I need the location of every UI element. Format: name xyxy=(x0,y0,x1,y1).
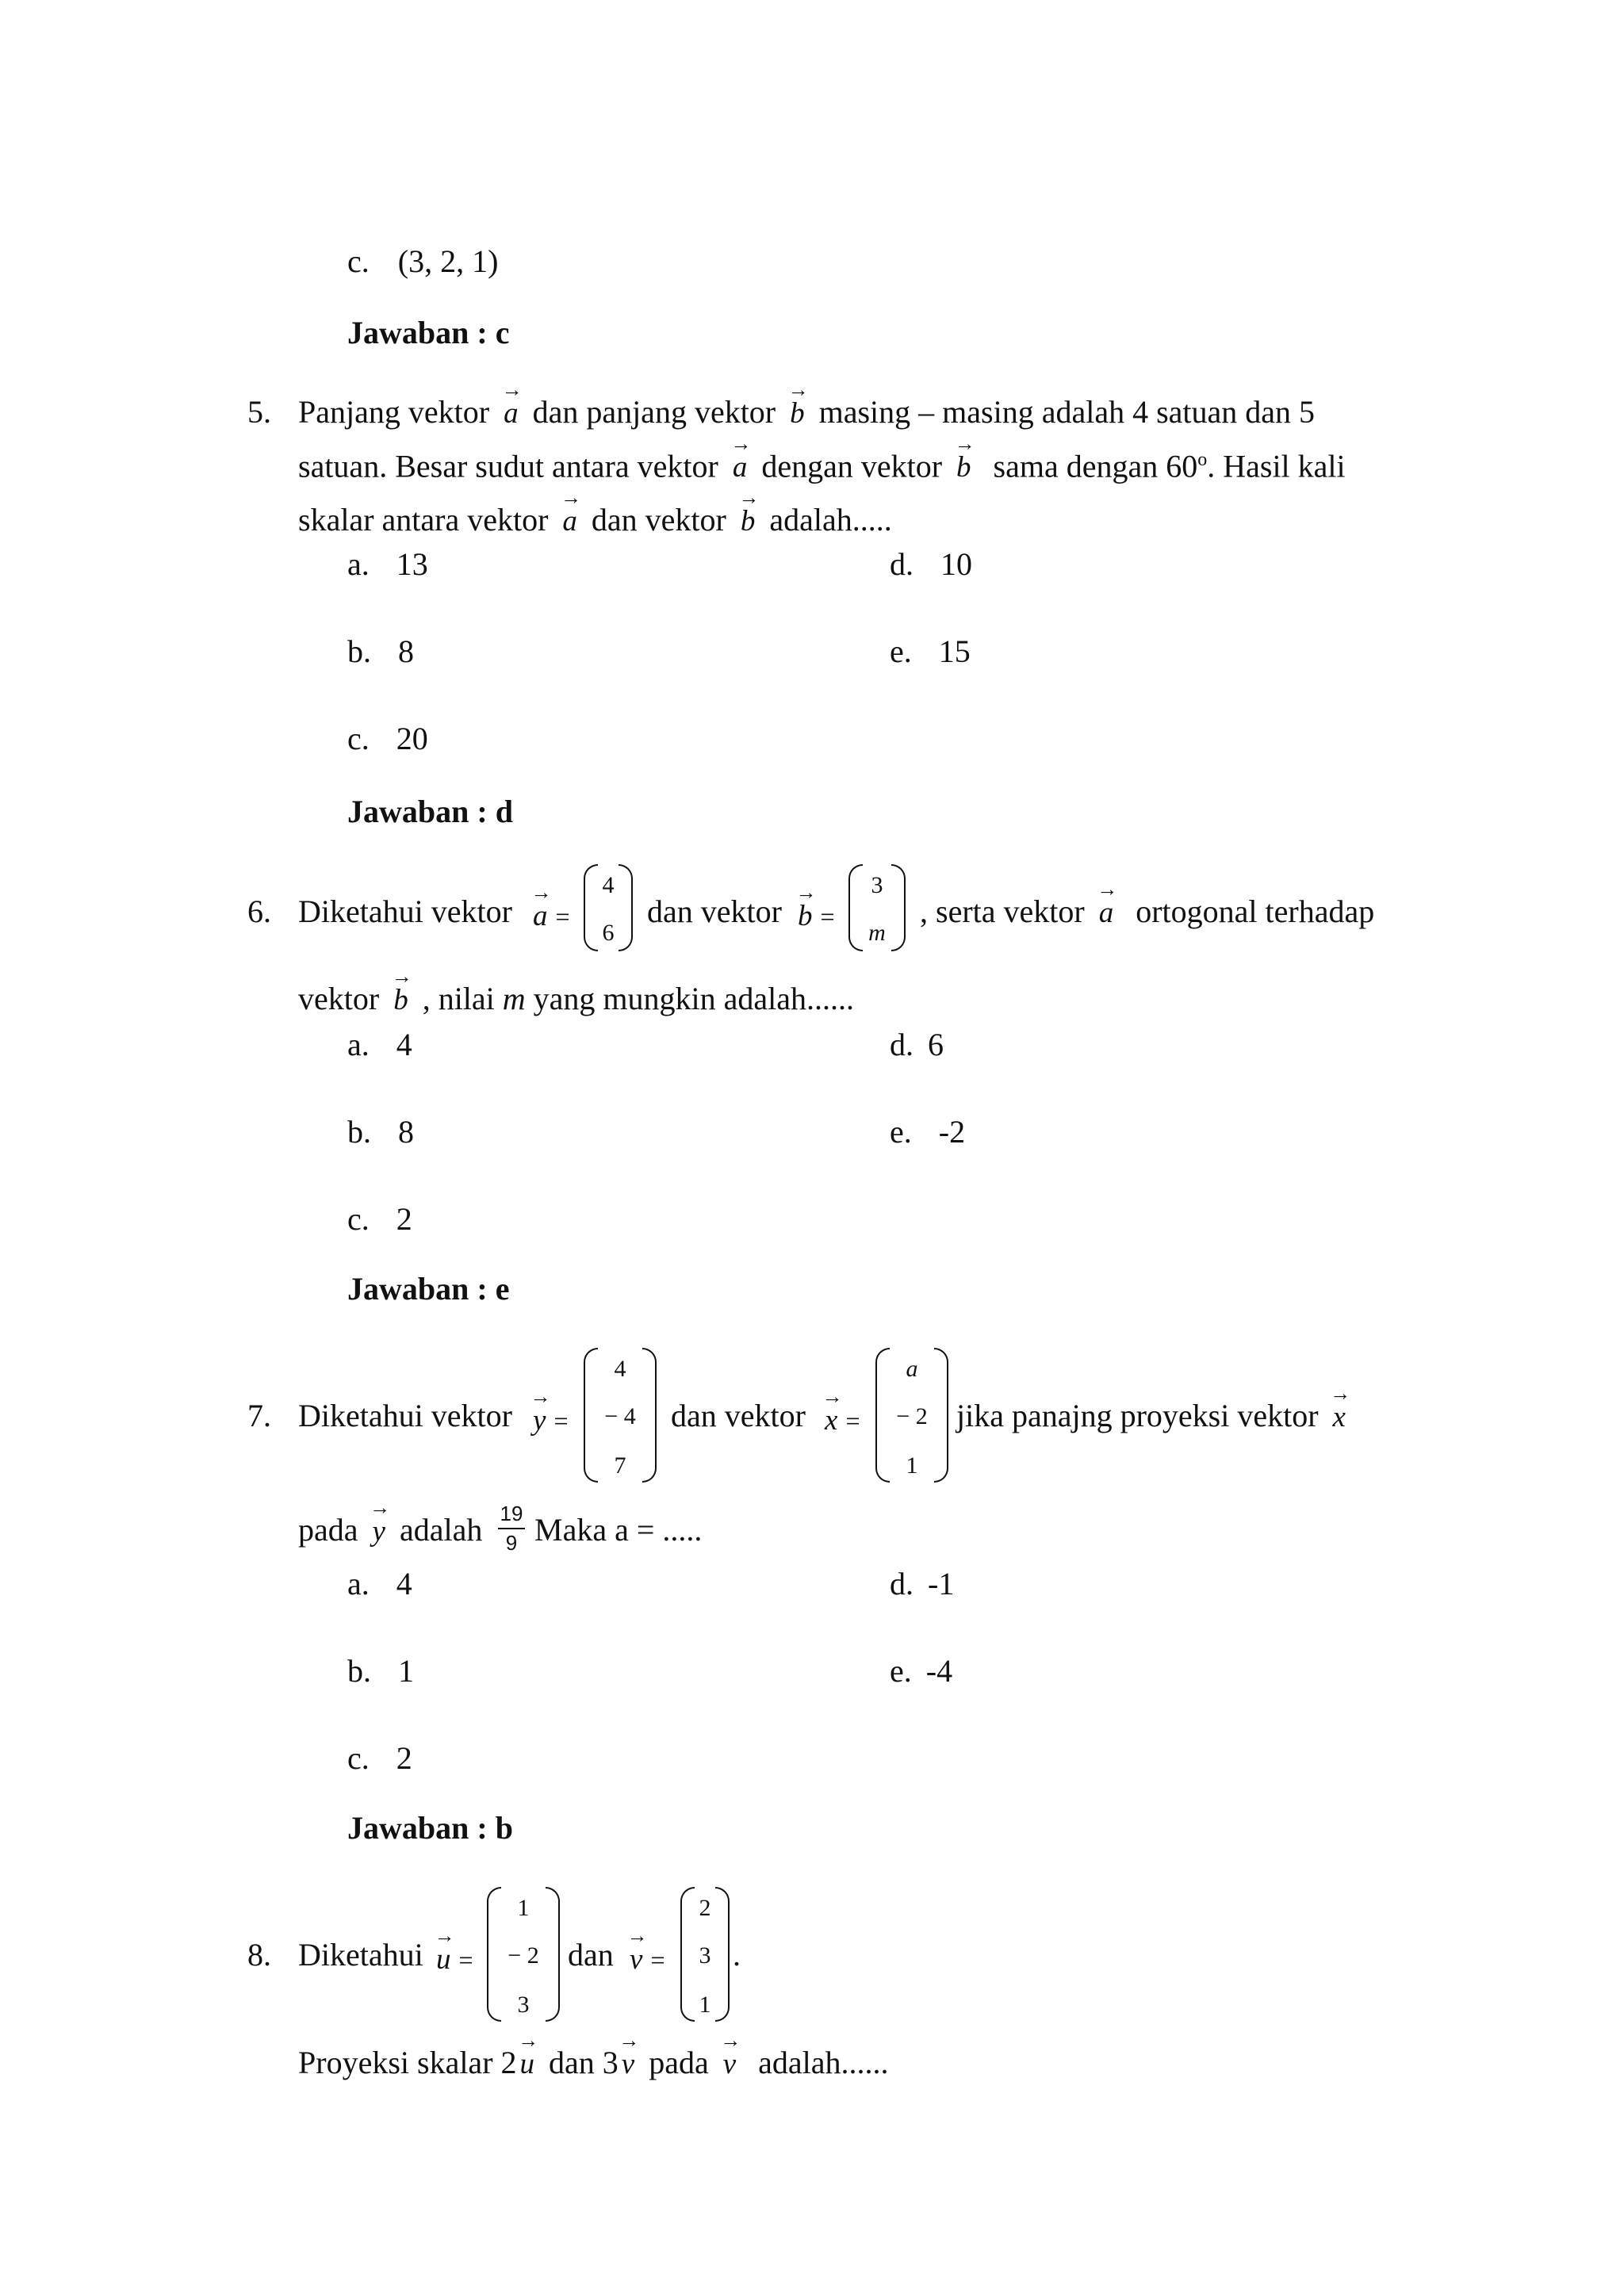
q8-line2: Proyeksi skalar 2→ u dan 3→ v pada → v adalah...... xyxy=(298,2047,889,2079)
q8-matrix-v: 2 3 1 xyxy=(680,1887,730,2022)
q5-line2: satuan. Besar sudut antara vektor → a dengan vektor → b sama dengan 60$^o$. Hasil kali xyxy=(298,450,1346,482)
q7-option-a: a. 4 xyxy=(347,1566,412,1601)
q6-option-a: a. 4 xyxy=(347,1027,412,1062)
q7-option-c: c. 2 xyxy=(347,1740,412,1776)
q7-text-a: Diketahui vektor xyxy=(298,1398,512,1433)
q7-fraction: $\frac{19}{9}$ xyxy=(498,1502,525,1556)
q8-number: 8. xyxy=(247,1937,271,1973)
q6-text-c: , serta vektor → a ortogonal terhadap xyxy=(920,896,1374,928)
vector-b: → b xyxy=(790,399,805,428)
q7-vec-x: → x = xyxy=(825,1403,860,1435)
q6-vec-b: → b = xyxy=(798,899,835,931)
q8-period: . xyxy=(733,1937,741,1973)
q7-text-c: jika panajng proyeksi vektor → x xyxy=(956,1400,1346,1432)
q6-matrix-b: 3 m xyxy=(848,864,906,951)
q5-option-d: d. 10 xyxy=(890,546,972,582)
q5-option-b: b. 8 xyxy=(347,633,414,669)
q7-matrix-x: a − 2 1 xyxy=(875,1348,948,1483)
q7-text-b: dan vektor xyxy=(671,1398,806,1433)
q6-matrix-a: 4 6 xyxy=(584,864,633,951)
q5-option-c: c. 20 xyxy=(347,721,428,756)
q6-text-b: dan vektor xyxy=(647,894,782,929)
q7-number: 7. xyxy=(247,1398,271,1433)
q6-text-a: Diketahui vektor xyxy=(298,894,512,929)
q8-vec-v: → v = xyxy=(630,1942,665,1974)
q7-vec-y: → y = xyxy=(533,1403,568,1435)
q8-text-b: dan xyxy=(568,1937,614,1973)
prev-answer: Jawaban : c xyxy=(347,315,510,350)
q7-matrix-y: 4 − 4 7 xyxy=(584,1348,657,1483)
vector-a: → a xyxy=(504,399,519,428)
q5-answer: Jawaban : d xyxy=(347,794,513,829)
q6-answer: Jawaban : e xyxy=(347,1271,510,1307)
q6-line2: vektor → b , nilai m yang mungkin adalah...... xyxy=(298,983,854,1015)
q6-option-d: d. 6 xyxy=(890,1027,944,1062)
q8-matrix-u: 1 − 2 3 xyxy=(487,1887,560,2022)
q5-line3: skalar antara vektor → a dan vektor → b adalah..... xyxy=(298,504,892,536)
q6-option-e: e. -2 xyxy=(890,1114,966,1150)
q5-option-a: a. 13 xyxy=(347,546,428,582)
q7-line2-end: Maka a = ..... xyxy=(534,1512,703,1548)
q5-option-e: e. 15 xyxy=(890,633,971,669)
q5-line1: Panjang vektor → a dan panjang vektor → b masing – masing adalah 4 satuan dan 5 xyxy=(298,396,1315,428)
q8-vec-u: → u = xyxy=(436,1942,473,1974)
q7-option-e: e. -4 xyxy=(890,1653,953,1689)
q6-option-c: c. 2 xyxy=(347,1201,412,1237)
q6-option-b: b. 8 xyxy=(347,1114,414,1150)
q7-line2: pada → y adalah xyxy=(298,1514,482,1546)
q7-option-d: d. -1 xyxy=(890,1566,955,1601)
q7-answer: Jawaban : b xyxy=(347,1810,513,1846)
q7-option-b: b. 1 xyxy=(347,1653,414,1689)
q6-number: 6. xyxy=(247,894,271,929)
prev-option-c: c. (3, 2, 1) xyxy=(347,243,499,279)
q5-number: 5. xyxy=(247,394,271,430)
q6-vec-a: → a = xyxy=(533,899,570,931)
q8-text-a: Diketahui xyxy=(298,1937,423,1973)
